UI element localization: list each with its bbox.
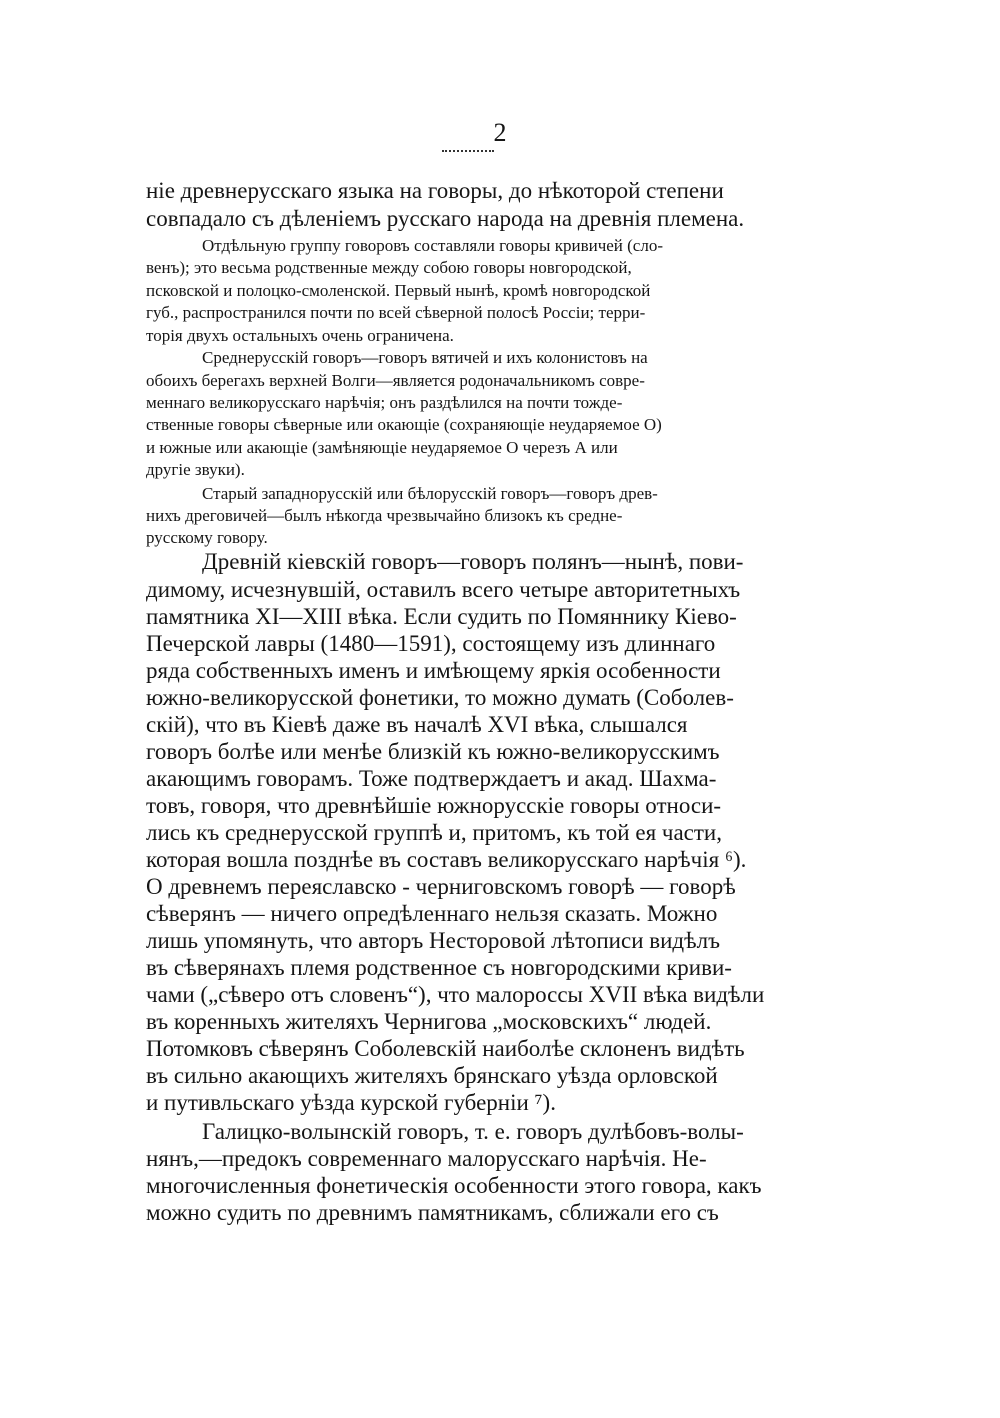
text-line: въ коренныхъ жителяхъ Чернигова „московскихъ“ людей. <box>146 1009 712 1034</box>
text-line: Среднерусскій говоръ—говоръ вятичей и ихъ колонистовъ на <box>202 348 648 367</box>
text-line: русскому говору. <box>146 528 268 547</box>
text-line: говоръ болѣе или менѣе близкій къ южно-великорусскимъ <box>146 739 720 764</box>
text-line: ственные говоры сѣверные или окающіе (сохраняющіе неударяемое О) <box>146 415 662 434</box>
text-line: и путивльскаго уѣзда курской губерніи ⁷). <box>146 1090 556 1115</box>
text-line: обоихъ берегахъ верхней Волги—является родоначальникомъ совре- <box>146 371 645 390</box>
text-line: торія двухъ остальныхъ очень ограничена. <box>146 326 454 345</box>
text-line: нихъ дреговичей—былъ нѣкогда чрезвычайно близокъ къ средне- <box>146 506 623 525</box>
text-line: губ., распространился почти по всей сѣверной полосѣ Россіи; терри- <box>146 303 646 322</box>
text-line: сѣверянъ — ничего опредѣленнаго нельзя сказать. Можно <box>146 901 718 926</box>
page-number: 2 <box>493 118 507 147</box>
text-line: меннаго великорусскаго нарѣчія; онъ раздѣлился на почти тожде- <box>146 393 623 412</box>
text-line: многочисленныя фонетическія особенности этого говора, какъ <box>146 1173 762 1198</box>
text-line: Древній кіевскій говоръ—говоръ полянъ—нынѣ, пови- <box>202 549 744 574</box>
text-line: чами („сѣверо отъ словенъ“), что малороссы XVII вѣка видѣли <box>146 982 765 1007</box>
text-line: О древнемъ переяславско - черниговскомъ говорѣ — говорѣ <box>146 874 736 899</box>
text-line: Потомковъ сѣверянъ Соболевскій наиболѣе склоненъ видѣть <box>146 1036 745 1061</box>
text-line: псковской и полоцко-смоленской. Первый нынѣ, кромѣ новгородской <box>146 281 651 300</box>
text-line: Печерской лавры (1480—1591), состоящему изъ длиннаго <box>146 631 716 656</box>
text-line: товъ, говоря, что древнѣйшіе южнорусскіе говоры относи- <box>146 793 722 818</box>
text-line: и южные или акающіе (замѣняющіе неударяемое О черезъ А или <box>146 438 618 457</box>
text-line: Старый западнорусскій или бѣлорусскій говоръ—говоръ древ- <box>202 484 658 503</box>
text-line: скій), что въ Кіевѣ даже въ началѣ XVI вѣка, слышался <box>146 712 688 737</box>
text-line: южно-великорусской фонетики, то можно думать (Соболев- <box>146 685 734 710</box>
text-line: въ сѣверянахъ племя родственное съ новгородскими криви- <box>146 955 732 980</box>
text-line: можно судить по древнимъ памятникамъ, сближали его съ <box>146 1200 719 1225</box>
text-line: другіе звуки). <box>146 460 245 479</box>
text-line: Отдѣльную группу говоровъ составляли говоры кривичей (сло- <box>202 236 663 255</box>
text-line: ряда собственныхъ именъ и имѣющему яркія особенности <box>146 658 721 683</box>
text-line: димому, исчезнувшій, оставилъ всего четыре авторитетныхъ <box>146 577 741 602</box>
text-line: нянъ,—предокъ современнаго малорусскаго нарѣчія. Не- <box>146 1146 707 1171</box>
text-line: которая вошла позднѣе въ составъ великорусскаго нарѣчія ⁶). <box>146 847 747 872</box>
text-line: Галицко-волынскій говоръ, т. е. говоръ дулѣбовъ-волы- <box>202 1119 744 1144</box>
text-line: памятника XI—XIII вѣка. Если судить по Помяннику Кіево- <box>146 604 737 629</box>
text-line: акающимъ говорамъ. Тоже подтверждаетъ и акад. Шахма- <box>146 766 717 791</box>
text-line: въ сильно акающихъ жителяхъ брянскаго уѣзда орловской <box>146 1063 718 1088</box>
text-line: лись къ среднерусской группѣ и, притомъ, къ той ея части, <box>146 820 722 845</box>
text-line: ніе древнерусскаго языка на говоры, до нѣкоторой степени <box>146 178 724 203</box>
text-line: венъ); это весьма родственные между собою говоры новгородской, <box>146 258 632 277</box>
text-line: лишь упомянуть, что авторъ Несторовой лѣтописи видѣлъ <box>146 928 720 953</box>
text-line: совпадало съ дѣленіемъ русскаго народа на древнія племена. <box>146 206 745 231</box>
header-rule <box>442 150 494 152</box>
